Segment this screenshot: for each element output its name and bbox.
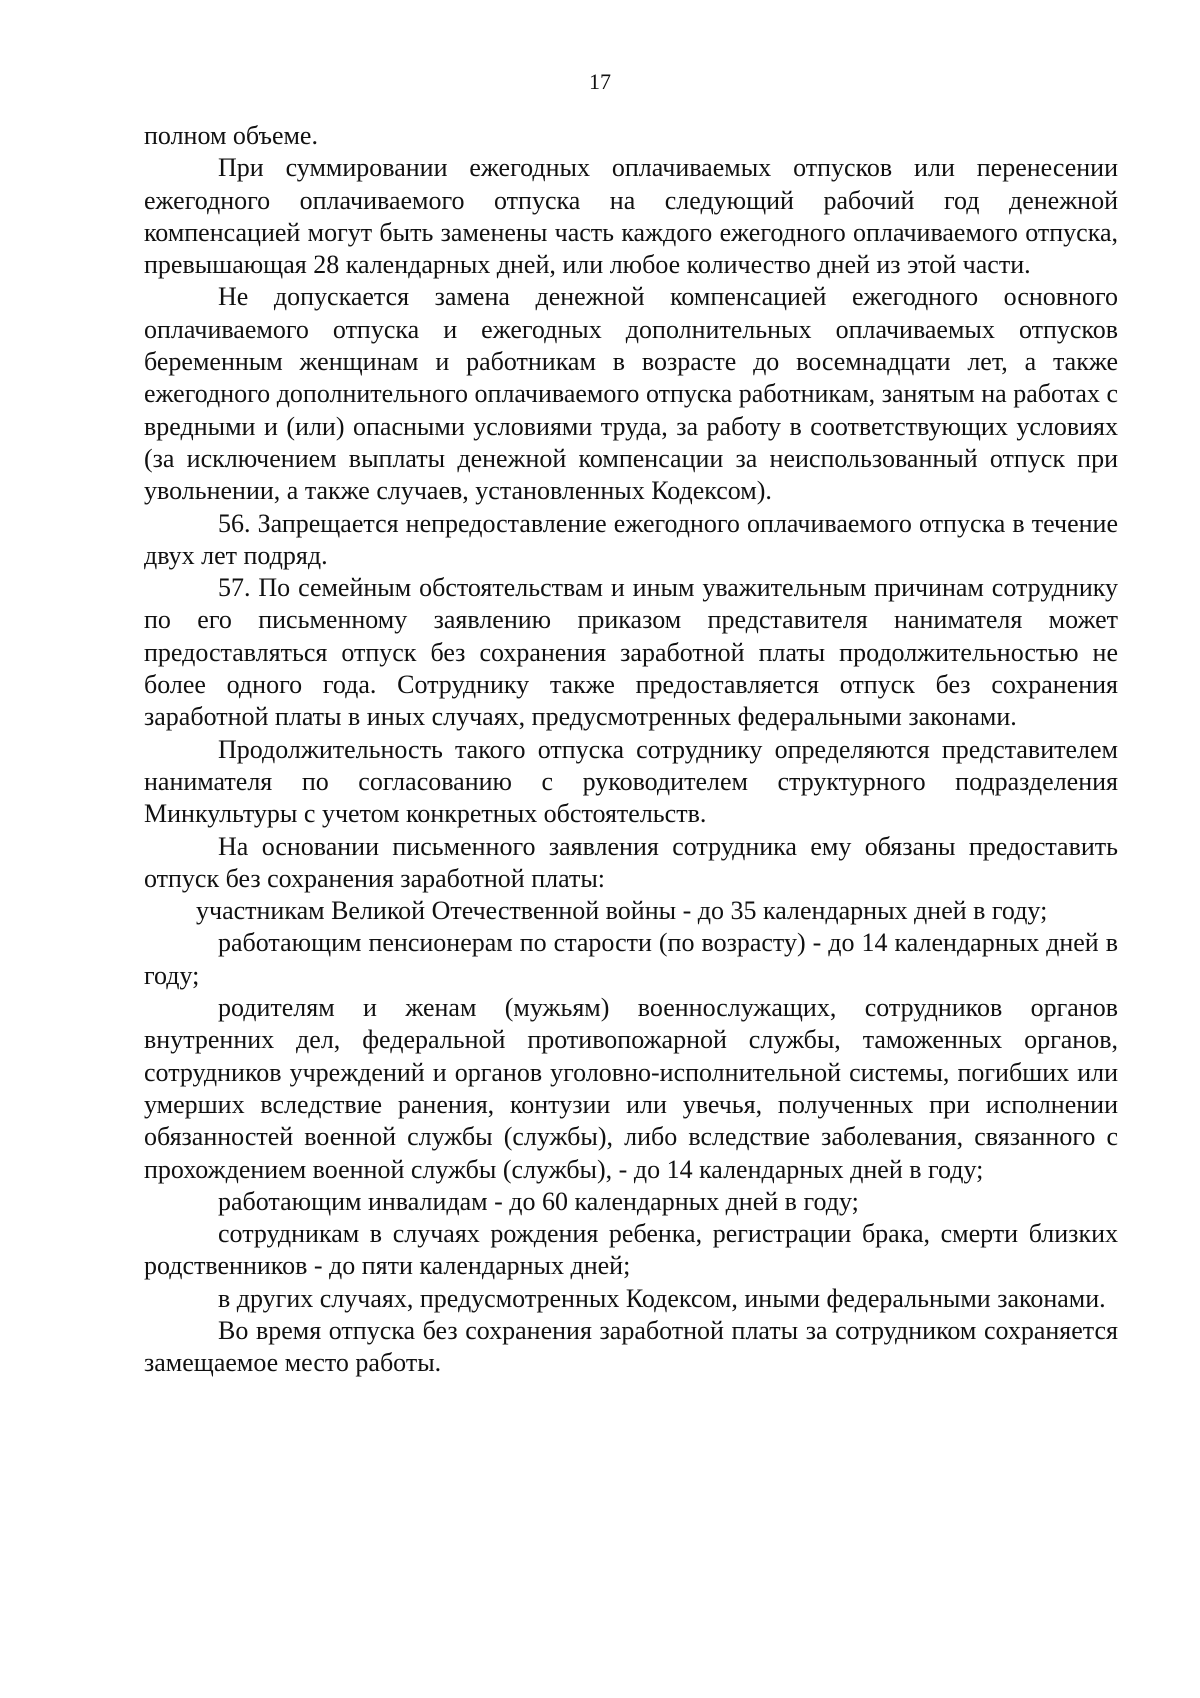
list-item-military-families: родителям и женам (мужьям) военнослужащих, сотрудников органов внутренних дел, федеральной противопожарной службы, таможенных органов, сотрудников учреждений и органов уголовно-исполнительной системы, погибших или умерших вследствие ранения, контузии или увечья, полученных при исполнении обязанностей военной службы (службы), либо вследствие заболевания, связанного с прохождением военной службы (службы), - до 14 календарных дней в году; [144, 993, 1118, 1184]
paragraph-leave-duration: Продолжительность такого отпуска сотруднику определяются представителем нанимателя по согласованию с руководителем структурного подразделения Минкультуры с учетом конкретных обстоятельств. [144, 734, 1118, 829]
list-item-war-veterans: участникам Великой Отечественной войны - до 35 календарных дней в году; [196, 896, 1048, 926]
paragraph-obligation: На основании письменного заявления сотрудника ему обязаны предоставить отпуск без сохранения заработной платы: [144, 831, 1118, 893]
list-item-disabled: работающим инвалидам - до 60 календарных дней в году; [218, 1186, 859, 1216]
document-body [144, 120, 1118, 1380]
paragraph-position-retained: Во время отпуска без сохранения заработной платы за сотрудником сохраняется замещаемое место работы. [144, 1315, 1118, 1378]
paragraph-continuation: полном объеме. [144, 121, 318, 150]
paragraph-item-57: 57. По семейным обстоятельствам и иным уважительным причинам сотруднику по его письменному заявлению приказом представителя нанимателя может предоставляться отпуск без сохранения заработной платы продолжительностью не более одного года. Сотруднику также предоставляется отпуск без сохранения заработной платы в иных случаях, предусмотренных федеральными законами. [144, 573, 1118, 732]
list-item-family-events: сотрудникам в случаях рождения ребенка, регистрации брака, смерти близких родственников - до пяти календарных дней; [144, 1219, 1118, 1281]
paragraph-item-56: 56. Запрещается непредоставление ежегодного оплачиваемого отпуска в течение двух лет подряд. [144, 508, 1118, 570]
paragraph-leave-summation: При суммировании ежегодных оплачиваемых отпусков или перенесении ежегодного оплачиваемого отпуска на следующий рабочий год денежной компенсацией могут быть заменены часть каждого ежегодного оплачиваемого отпуска, превышающая 28 календарных дней, или любое количество дней из этой части. [144, 153, 1118, 280]
paragraph-compensation-restriction: Не допускается замена денежной компенсацией ежегодного основного оплачиваемого отпуска и ежегодных дополнительных оплачиваемых отпусков беременным женщинам и работникам в возрасте до восемнадцати лет, а также ежегодного дополнительного оплачиваемого отпуска работникам, занятым на работах с вредными и (или) опасными условиями труда, за работу в соответствующих условиях (за исключением выплаты денежной компенсации за неиспользованный отпуск при увольнении, а также случаев, установленных Кодексом). [144, 282, 1118, 506]
page-number: 17 [589, 69, 611, 94]
list-item-other-cases: в других случаях, предусмотренных Кодексом, иными федеральными законами. [218, 1283, 1106, 1313]
list-item-pensioners: работающим пенсионерам по старости (по возрасту) - до 14 календарных дней в году; [144, 928, 1118, 990]
